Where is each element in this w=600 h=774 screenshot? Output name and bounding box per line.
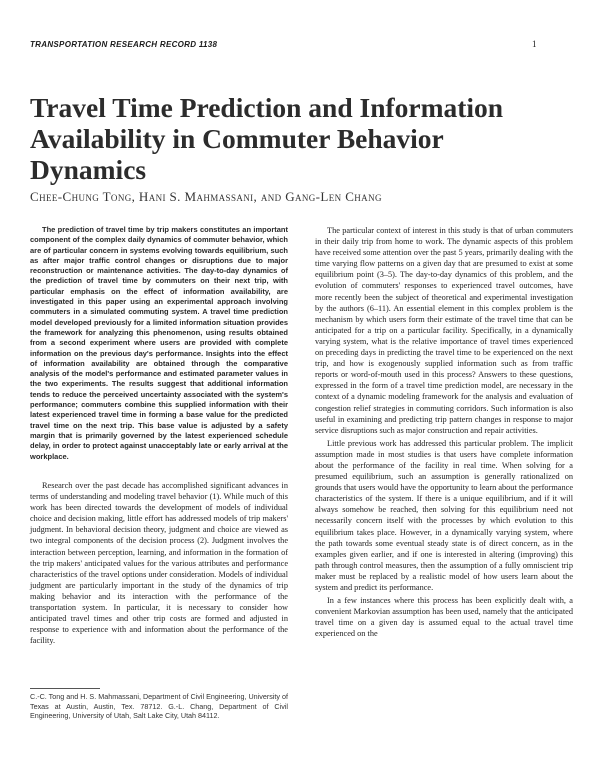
page-number: 1 <box>532 39 537 49</box>
author-affiliation-footnote: C.-C. Tong and H. S. Mahmassani, Department of Civil Engineering, University of Texas at Austin, Austin, Tex. 78712. G.-L. Chang, Department of Civil Engineering, University of Utah, Salt Lake City, Utah 84112. <box>30 692 288 721</box>
body-paragraph: Little previous work has addressed this particular problem. The implicit assumption made in most studies is that users have complete information about the performance of the facility in real time. When solving for a presumed equilibrium, such an assumption is generally rationalized on grounds that users would have the opportunity to learn about the performance characteristics of the system. If there is a unique equilibrium, and if it will always somehow be reached, then solving for this equilibrium need not necessarily concern itself with the processes by which evolution to this equilibrium takes place. However, in a dynamically varying system, where the path towards some eventual steady state is of direct concern, as in the examples given earlier, and if one is interested in altering (improving) this path through control measures, then the assumption of a fully omniscient trip maker must be replaced by a realistic model of how users learn about the system and predict its performance. <box>315 438 573 592</box>
footnote-divider <box>30 688 100 689</box>
running-head: TRANSPORTATION RESEARCH RECORD 1138 <box>30 40 218 49</box>
abstract-text: The prediction of travel time by trip makers constitutes an important component of the complex daily dynamics of commuter behavior, which are of particular concern in systems evolving towards equilibrium, such as after major traffic control changes or disruptions due to major reconstruction or maintenance activities. The day-to-day dynamics of the prediction of travel time by commuters on their next trip, with particular emphasis on the effect of information availability, are investigated in this paper using an experimental approach involving commuters in a simulated commuting system. A travel time prediction model developed previously for a limited information situation provides the framework for analyzing this phenomenon, using results obtained from a second experiment where users are provided with complete information on the previous day's performance. Insights into the effect of information availability are obtained through the comparative analysis of the model's performance and estimated parameter values in the two experiments. The results suggest that additional information tends to reduce the perceived uncertainty associated with the system's performance; commuters combine this supplied information with their latest experienced travel time in forming a base value for the predicted travel time on the next trip. This base value is adjusted by a safety margin that is primarily governed by the latest experienced schedule delay, in order to protect against unacceptably late or early arrival at the workplace. <box>30 225 288 461</box>
left-column-body <box>30 480 288 646</box>
article-title: Travel Time Prediction and Information Availability in Commuter Behavior Dynamics <box>30 92 504 185</box>
body-paragraph: Research over the past decade has accomplished significant advances in terms of understanding and modeling travel behavior (1). While much of this work has been directed towards the development of models of individual choice and decision making, little effort has addressed models of trip makers' judgment. In behavioral decision theory, judgment and choice are viewed as two integral components of the decision process (2). Judgment involves the interaction between perception, learning, and information in the formation of the trip makers' anticipated values for the various attributes and performance characteristics of the travel options under consideration. Models of individual judgment are particularly important in the study of the dynamics of trip making behavior and its interaction with the performance of the transportation system. In particular, it is necessary to consider how anticipated travel times and other trip costs are formed and adjusted in response to experience with and information about the performance of the facility. <box>30 481 288 646</box>
body-paragraph: The particular context of interest in this study is that of urban commuters in their daily trip from home to work. The dynamic aspects of this problem have received some attention over the past 5 years, primarily dealing with the time varying flow patterns on a given day that are presumed to exist at some equilibrium point (3–5). The day-to-day dynamics of this problem, and the evolution of commuters' responses to experienced travel outcomes, have more recently been the subject of theoretical and experimental investigation by the authors (6–11). An essential element in this complex problem is the mechanism by which users form their estimate of the travel time that can be anticipated for a trip on a particular facility. Specifically, in a dynamically varying system, what is the relative importance of travel times experienced on preceding days in predicting the travel time to be experienced on the next trip, and how is exogenously supplied information such as from traffic reports or word-of-mouth used in this process? Answers to these questions, expressed in the form of a travel time prediction model, are necessary in the context of a dynamic modeling framework for the analysis and evaluation of congestion relief strategies in commuting corridors. Such information is also useful in examining and predicting trip pattern changes in response to major service disruptions such as major construction and repair activities. <box>315 226 573 435</box>
author-line: Chee-Chung Tong, Hani S. Mahmassani, and Gang-Len Chang <box>30 189 382 204</box>
abstract <box>30 225 288 462</box>
right-column-body <box>315 225 573 639</box>
body-paragraph: In a few instances where this process has been explicitly dealt with, a convenient Markovian assumption has been used, namely that the anticipated travel time on a given day is assumed equal to the actual travel time experienced on the <box>315 596 573 639</box>
